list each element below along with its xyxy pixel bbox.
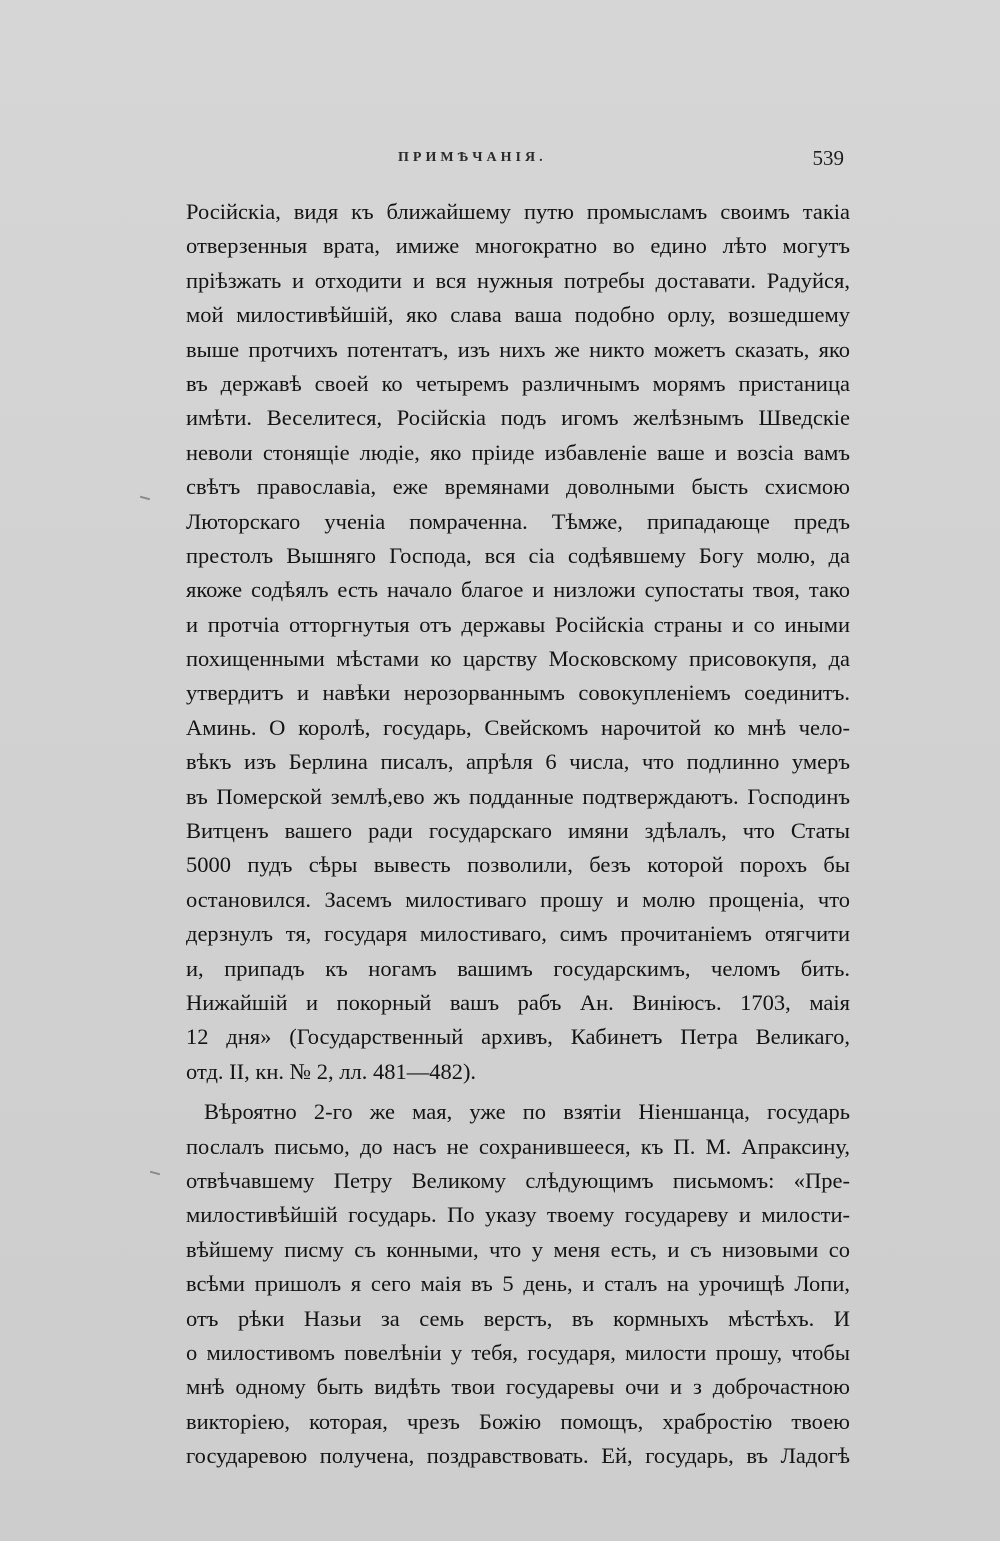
text-line: мой милостивѣйшiй, яко слава ваша подобно орлу, возшедшему <box>186 302 850 328</box>
margin-mark <box>150 1171 160 1176</box>
text-line: похищенными мѣстами ко царству Московскому присовокупя, да <box>186 646 850 672</box>
text-line: отд. II, кн. № 2, лл. 481—482). <box>186 1058 477 1084</box>
text-line: отъ рѣки Назьи за семь верстъ, въ кормныхъ мѣстѣхъ. И <box>186 1305 850 1331</box>
text-line: Росiйскiа, видя къ ближайшему путю промысламъ своимъ такiа <box>186 199 850 224</box>
text-line: викторiею, которая, чрезъ Божiю помощъ, храбростiю твоею <box>186 1408 850 1434</box>
text-line: государевою получена, поздравствовать. Ей, государь, въ Ладогѣ <box>186 1443 850 1469</box>
text-line: Нижайшiй и покорный вашъ рабъ Ан. Винiюсъ. 1703, маiя <box>186 989 850 1015</box>
text-line: Аминь. О королѣ, государь, Свейскомъ нарочитой ко мнѣ чело- <box>186 714 850 740</box>
text-line: Вѣроятно 2-го же мая, уже по взятiи Нiеншанца, государь <box>204 1099 850 1125</box>
text-line: Витценъ вашего ради государскаго имяни здѣлалъ, что Статы <box>186 818 850 844</box>
text-line: имѣти. Веселитеся, Росiйскiа подъ игомъ желѣзнымъ Шведскiе <box>186 405 850 431</box>
text-line: якоже содѣялъ есть начало благое и низложи супостаты твоя, тако <box>186 577 850 603</box>
text-line: отверзенныя врата, имиже многократно во едино лѣто могутъ <box>186 233 850 259</box>
text-line: Люторскаго ученiа помраченна. Тѣмже, припадающе предъ <box>186 508 850 534</box>
text-line: и, припадъ къ ногамъ вашимъ государскимъ, челомъ бить. <box>186 955 850 981</box>
text-line: мнѣ одному быть видѣть твои государевы очи и з доброчастною <box>186 1374 850 1400</box>
paragraph-1 <box>186 195 850 1089</box>
text-line: остановился. Засемъ милостиваго прошу и молю прощенiа, что <box>186 886 850 912</box>
text-line: въ Померской землѣ,ево жъ подданные подтверждаютъ. Господинъ <box>186 783 850 809</box>
text-line: 12 дня» (Государственный архивъ, Кабинетъ Петра Великаго, <box>186 1024 850 1050</box>
text-line: отвѣчавшему Петру Великому слѣдующимъ письмомъ: «Пре- <box>186 1167 850 1193</box>
text-line: престолъ Вышняго Господа, вся сiа содѣявшему Богу молю, да <box>186 542 850 568</box>
text-line: свѣтъ православiа, еже времянами доволными бысть схисмою <box>186 474 850 500</box>
page-number: 539 <box>812 146 844 170</box>
paragraph-2 <box>186 1095 850 1473</box>
text-line: всѣми пришолъ я сего маiя въ 5 день, и сталъ на урочищѣ Лопи, <box>186 1271 850 1297</box>
text-line: послалъ письмо, до насъ не сохранившееся, къ П. М. Апраксину, <box>186 1133 850 1159</box>
text-line: выше протчихъ потентатъ, изъ нихъ же никто можетъ сказать, яко <box>186 336 850 362</box>
text-line: утвердитъ и навѣки нерозорваннымъ совокупленiемъ соединитъ. <box>186 680 850 706</box>
text-line: вѣкъ изъ Берлина писалъ, апрѣля 6 числа, что подлинно умеръ <box>186 749 850 775</box>
text-line: вѣйшему писму съ конными, что у меня есть, и съ низовыми со <box>186 1236 850 1262</box>
text-line: неволи стонящiе людiе, яко прiиде избавленiе ваше и возсiа вамъ <box>186 439 850 465</box>
running-head: ПРИМѢЧАНІЯ. <box>398 150 547 165</box>
text-line: прiѣзжать и отходити и вся нужныя потребы доставати. Радуйся, <box>186 267 850 293</box>
page-header <box>186 146 850 174</box>
text-line: 5000 пудъ сѣры вывесть позволили, безъ которой порохъ бы <box>186 852 850 878</box>
body-text <box>186 195 850 1473</box>
text-line: въ державѣ своей ко четыремъ различнымъ морямъ пристаница <box>186 370 850 396</box>
text-line: милостивѣйшiй государь. По указу твоему государеву и милости- <box>186 1202 850 1228</box>
margin-mark <box>140 496 150 501</box>
text-line: о милостивомъ повелѣнiи у тебя, государя, милости прошу, чтобы <box>186 1339 850 1365</box>
text-line: дерзнулъ тя, государя милостиваго, симъ прочитанiемъ отягчити <box>186 921 850 947</box>
text-line: и протчiа отторгнутыя отъ державы Росiйскiа страны и со иными <box>186 611 850 637</box>
